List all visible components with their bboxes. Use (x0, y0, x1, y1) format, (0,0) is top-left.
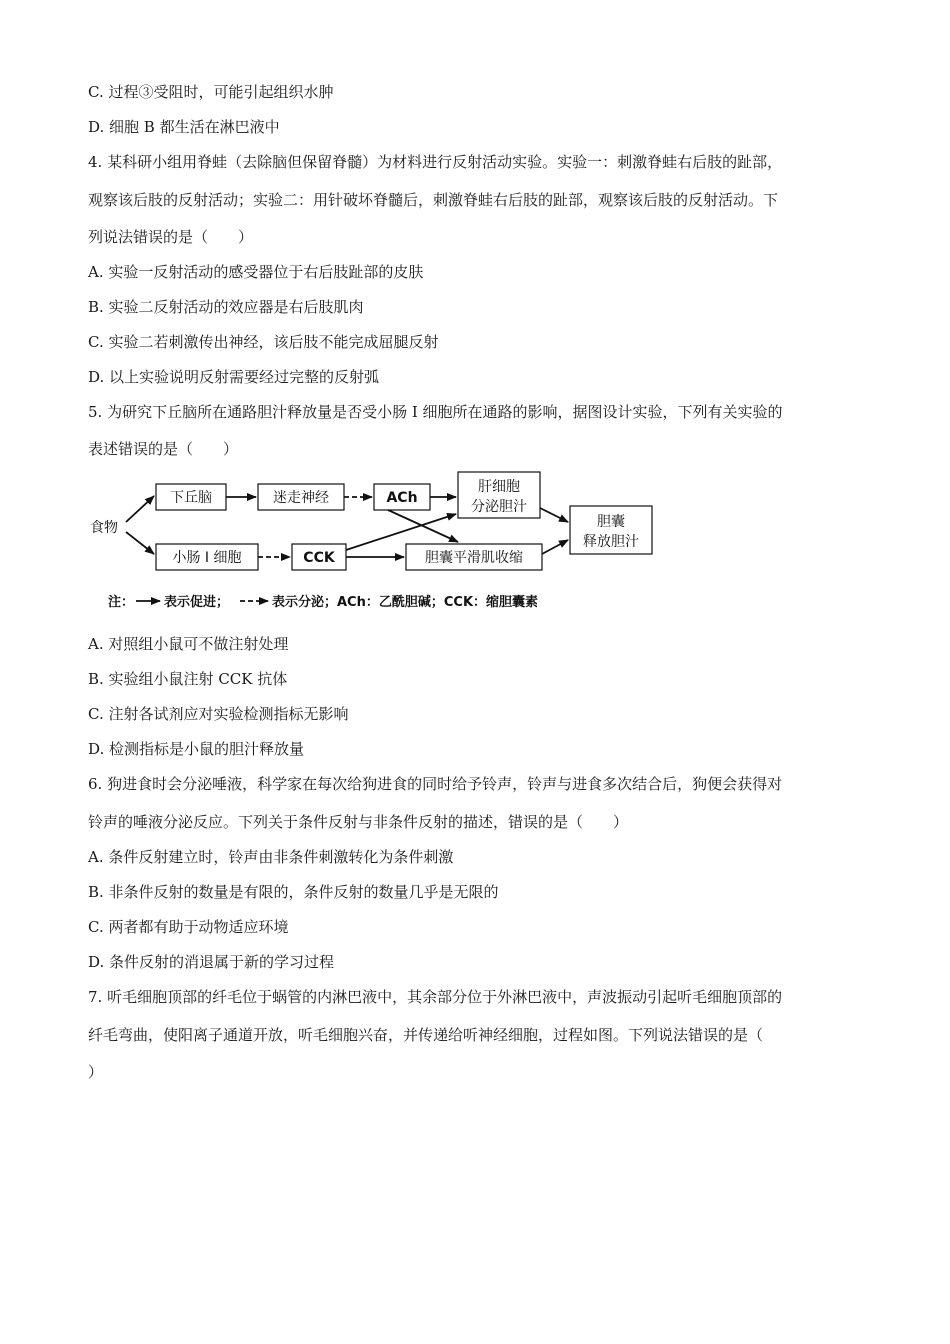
question-5-line2: 表述错误的是（ ） (88, 440, 239, 458)
option-d-q3: D. 细胞 B 都生活在淋巴液中 (88, 118, 280, 136)
ach-to-smooth-arrow (388, 510, 458, 542)
question-7-line2: 纤毛弯曲，使阳离子通道开放，听毛细胞兴奋，并传递给听神经细胞，过程如图。下列说法错误的是（ (88, 1026, 764, 1044)
gallbladder-label-1: 胆囊 (597, 514, 625, 530)
question-4-line1: 4. 某科研小组用脊蛙（去除脑但保留脊髓）为材料进行反射活动实验。实验一：刺激脊蛙右后肢的趾部， (88, 153, 783, 171)
hypothalamus-label: 下丘脑 (170, 490, 212, 506)
question-7-line1: 7. 听毛细胞顶部的纤毛位于蜗管的内淋巴液中，其余部分位于外淋巴液中，声波振动引起听毛细胞顶部的 (88, 988, 783, 1006)
option-a-q6: A. 条件反射建立时，铃声由非条件刺激转化为条件刺激 (88, 848, 454, 866)
option-d-q6: D. 条件反射的消退属于新的学习过程 (88, 953, 335, 971)
food-label: 食物 (90, 520, 118, 536)
smooth-to-gallbladder-arrow (542, 540, 568, 554)
food-to-hypothalamus-arrow (126, 496, 154, 522)
option-a-q5: A. 对照组小鼠可不做注射处理 (88, 635, 289, 653)
liver-label-2: 分泌胆汁 (471, 499, 527, 515)
ach-label: ACh (386, 490, 418, 506)
question-4-line3: 列说法错误的是（ ） (88, 228, 254, 246)
option-b-q5: B. 实验组小鼠注射 CCK 抗体 (88, 670, 288, 688)
option-c-q6: C. 两者都有助于动物适应环境 (88, 918, 289, 936)
vagus-label: 迷走神经 (273, 490, 329, 506)
bile-release-diagram (88, 466, 688, 618)
note-prefix: 注： (108, 595, 135, 610)
question-6-line2: 铃声的唾液分泌反应。下列关于条件反射与非条件反射的描述，错误的是（ ） (88, 813, 629, 831)
question-7-line3: ） (88, 1063, 104, 1081)
food-to-icell-arrow (126, 532, 154, 554)
option-b-q4: B. 实验二反射活动的效应器是右后肢肌肉 (88, 298, 364, 316)
gallbladder-label-2: 释放胆汁 (583, 534, 639, 550)
option-c-q4: C. 实验二若刺激传出神经，该后肢不能完成屈腿反射 (88, 333, 439, 351)
liver-label-1: 肝细胞 (478, 479, 520, 495)
option-d-q4: D. 以上实验说明反射需要经过完整的反射弧 (88, 368, 380, 386)
liver-to-gallbladder-arrow (540, 508, 568, 522)
option-d-q5: D. 检测指标是小鼠的胆汁释放量 (88, 740, 305, 758)
cck-label: CCK (303, 550, 335, 566)
question-5-line1: 5. 为研究下丘脑所在通路胆汁释放量是否受小肠 I 细胞所在通路的影响，据图设计实验，下列有关实验的 (88, 403, 783, 421)
option-b-q6: B. 非条件反射的数量是有限的，条件反射的数量几乎是无限的 (88, 883, 499, 901)
option-c-q5: C. 注射各试剂应对实验检测指标无影响 (88, 705, 349, 723)
note-secrete: 表示分泌；ACh：乙酰胆碱；CCK：缩胆囊素 (272, 595, 539, 610)
icell-label: 小肠 I 细胞 (172, 550, 242, 566)
option-c-q3: C. 过程③受阻时，可能引起组织水肿 (88, 83, 334, 101)
question-6-line1: 6. 狗进食时会分泌唾液，科学家在每次给狗进食的同时给予铃声，铃声与进食多次结合后，狗便会获得对 (88, 775, 783, 793)
smooth-muscle-label: 胆囊平滑肌收缩 (425, 550, 523, 566)
question-4-line2: 观察该后肢的反射活动；实验二：用针破坏脊髓后，刺激脊蛙右后肢的趾部，观察该后肢的反射活动。下 (88, 191, 779, 209)
note-promote: 表示促进； (164, 595, 230, 610)
option-a-q4: A. 实验一反射活动的感受器位于右后肢趾部的皮肤 (88, 263, 424, 281)
